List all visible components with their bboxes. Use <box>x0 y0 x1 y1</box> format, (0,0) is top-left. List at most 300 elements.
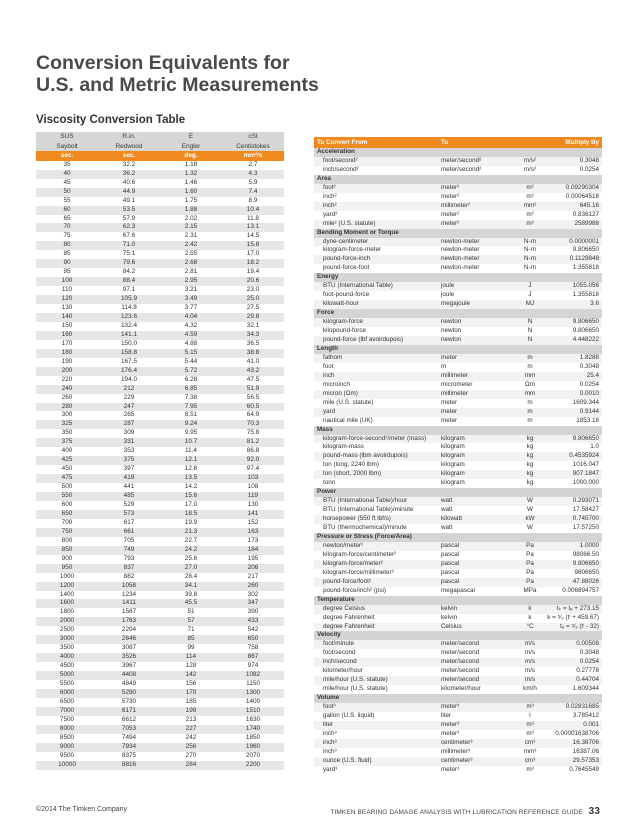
conversion-row <box>314 497 602 506</box>
viscosity-cell: 55 <box>63 196 71 204</box>
viscosity-cell: 1.75 <box>184 196 198 204</box>
multiply-by: 1.0000 <box>579 541 599 549</box>
viscosity-row <box>36 474 284 483</box>
from-unit: foot-pound-force <box>323 291 370 299</box>
multiply-by: 47.88026 <box>572 577 599 585</box>
conversion-group-header: Mass <box>314 426 602 435</box>
viscosity-cell: 1.18 <box>184 160 198 168</box>
viscosity-cell: 2200 <box>222 761 284 770</box>
viscosity-header-row <box>36 142 284 152</box>
from-unit: mile/hour (U.S. statute) <box>323 685 388 693</box>
unit-symbol: k <box>528 613 532 621</box>
viscosity-cell: 661 <box>98 528 160 537</box>
from-unit: mile/hour (U.S. statute) <box>323 676 388 684</box>
viscosity-cell: 184 <box>222 546 284 555</box>
viscosity-cell: 6.28 <box>184 375 198 383</box>
viscosity-cell: 11.4 <box>185 447 197 455</box>
conversion-group-header: Area <box>314 175 602 184</box>
multiply-by: 0.3048 <box>579 156 599 164</box>
viscosity-cell: 35 <box>63 160 71 168</box>
conversion-group-header: Force <box>314 309 602 318</box>
viscosity-cell: 1960 <box>222 743 284 752</box>
viscosity-cell: 90 <box>36 259 98 268</box>
to-unit: meter³ <box>441 765 460 773</box>
page-number: 33 <box>588 806 600 817</box>
viscosity-cell: 34.1 <box>160 582 222 591</box>
viscosity-cell: 140 <box>36 313 98 322</box>
multiply-by: 0.00001638706 <box>555 729 599 737</box>
viscosity-cell: 53.5 <box>98 206 160 215</box>
viscosity-cell: 14.2 <box>184 483 198 491</box>
conversion-row <box>314 238 602 247</box>
from-unit: inch³ <box>323 747 337 755</box>
to-unit: watt <box>441 524 453 532</box>
viscosity-row <box>36 295 284 304</box>
viscosity-cell: 1740 <box>222 725 284 734</box>
viscosity-cell: 650 <box>222 635 284 644</box>
from-unit: fathom <box>323 353 343 361</box>
conversion-group-header: Length <box>314 345 602 354</box>
unit-symbol: kg <box>526 479 534 487</box>
viscosity-cell: 185 <box>185 697 197 705</box>
viscosity-cell: 425 <box>36 456 98 465</box>
from-unit: kilogram-force/centimeter² <box>323 550 397 558</box>
viscosity-cell: 705 <box>123 536 135 544</box>
viscosity-cell: 18.2 <box>222 259 284 268</box>
conversion-row <box>314 461 602 470</box>
viscosity-cell: 3.77 <box>184 304 198 312</box>
viscosity-row <box>36 465 284 474</box>
multiply-by: 0.0010 <box>579 389 599 397</box>
viscosity-row <box>36 429 284 438</box>
unit-symbol: km/h <box>523 685 537 693</box>
viscosity-cell: 617 <box>123 518 135 526</box>
unit-symbol: m³ <box>526 721 534 728</box>
viscosity-cell: 9500 <box>59 751 75 759</box>
viscosity-cell: 23.0 <box>246 286 260 294</box>
viscosity-cell: 88.4 <box>98 277 160 286</box>
viscosity-cell: 92.0 <box>222 456 284 465</box>
viscosity-cell: 9.24 <box>160 420 222 429</box>
multiply-by: 907.1847 <box>572 470 599 478</box>
viscosity-cell: 1510 <box>222 707 284 716</box>
viscosity-cell: 3500 <box>59 644 75 652</box>
viscosity-row <box>36 358 284 367</box>
to-unit: kilogram <box>441 479 465 487</box>
conversion-row <box>314 605 602 614</box>
multiply-by: 3.785412 <box>572 712 599 720</box>
unit-symbol: m/s² <box>523 156 537 164</box>
conversion-group-header: Acceleration <box>314 148 602 157</box>
viscosity-cell: 4000 <box>36 653 98 662</box>
multiply-by: 1609.344 <box>572 398 599 406</box>
to-unit: m <box>441 362 447 370</box>
conversion-row <box>314 766 602 775</box>
unit-symbol: kg <box>526 443 534 451</box>
unit-symbol: m² <box>526 219 534 227</box>
viscosity-cell: 1300 <box>222 689 284 698</box>
viscosity-cell: 199 <box>160 707 222 716</box>
from-unit: microinch <box>323 380 350 388</box>
viscosity-cell: 132.4 <box>121 321 137 329</box>
unit-symbol: kg <box>526 452 534 460</box>
viscosity-cell: 2070 <box>245 751 261 759</box>
from-unit: BTU (International Table) <box>323 282 393 290</box>
viscosity-cell: 1600 <box>36 599 98 608</box>
viscosity-cell: 213 <box>185 715 197 723</box>
conversion-row <box>314 354 602 363</box>
conversion-row <box>314 640 602 649</box>
header-to: To <box>441 139 449 146</box>
conversion-row <box>314 623 602 632</box>
unit-symbol: k <box>528 604 532 612</box>
multiply-by: 0.00064516 <box>565 192 599 200</box>
viscosity-row <box>36 501 284 510</box>
viscosity-cell: 242 <box>185 733 197 741</box>
from-unit: pound-force-foot <box>323 264 370 272</box>
viscosity-row <box>36 510 284 519</box>
viscosity-row <box>36 286 284 295</box>
viscosity-cell: 265 <box>123 411 135 419</box>
viscosity-cell: 8000 <box>36 725 98 734</box>
viscosity-header-cell: deg. <box>160 151 222 161</box>
viscosity-header-cell: Saybolt <box>36 142 98 152</box>
viscosity-cell: 123.6 <box>98 313 160 322</box>
conversion-row <box>314 721 602 730</box>
viscosity-row <box>36 394 284 403</box>
viscosity-cell: 45.5 <box>160 599 222 608</box>
unit-symbol: m² <box>526 210 534 218</box>
viscosity-row <box>36 546 284 555</box>
multiply-by: 0.44704 <box>576 676 599 684</box>
viscosity-cell: 280 <box>36 403 98 412</box>
viscosity-row <box>36 537 284 546</box>
viscosity-header-cell: cSt <box>222 132 284 142</box>
viscosity-cell: 300 <box>61 411 73 419</box>
viscosity-cell: 43.2 <box>222 367 284 376</box>
to-unit: meter <box>441 398 458 406</box>
unit-symbol: m/s <box>524 658 536 666</box>
multiply-by: 0.0254 <box>579 658 599 666</box>
unit-symbol: m³ <box>526 703 534 711</box>
viscosity-cell: 81.2 <box>222 438 284 447</box>
viscosity-cell: 86.8 <box>246 447 260 455</box>
unit-symbol: J <box>528 291 532 299</box>
viscosity-cell: 600 <box>61 501 73 508</box>
viscosity-row <box>36 197 284 206</box>
viscosity-cell: 220 <box>61 375 73 383</box>
viscosity-cell: 19.9 <box>184 518 198 526</box>
viscosity-cell: 1411 <box>98 599 160 608</box>
from-unit: kilogram-force-second²/meter (mass) <box>323 434 427 442</box>
to-unit: newton-meter <box>441 264 480 272</box>
viscosity-row <box>36 626 284 635</box>
to-unit: kilogram <box>441 470 465 478</box>
to-unit: meter² <box>441 219 460 227</box>
to-unit: megajoule <box>441 300 471 308</box>
viscosity-cell: 1587 <box>121 608 137 616</box>
viscosity-cell: 40 <box>36 170 98 179</box>
viscosity-cell: 180 <box>36 349 98 358</box>
viscosity-row <box>36 170 284 179</box>
multiply-by: 9.806650 <box>572 318 599 326</box>
viscosity-cell: 75.8 <box>246 429 260 437</box>
conversion-row <box>314 712 602 721</box>
conversion-row <box>314 685 602 694</box>
viscosity-cell: 6500 <box>59 697 75 705</box>
multiply-by: 3.6 <box>590 300 599 308</box>
to-unit: newton <box>441 336 462 344</box>
to-unit: meter³ <box>441 703 460 711</box>
viscosity-row <box>36 376 284 385</box>
to-unit: megapascal <box>441 586 475 594</box>
viscosity-cell: 32.1 <box>246 321 260 329</box>
to-unit: pascal <box>441 550 460 558</box>
viscosity-cell: 4.32 <box>184 321 198 329</box>
multiply-by: 1.355818 <box>572 291 599 299</box>
viscosity-cell: 1058 <box>98 582 160 591</box>
viscosity-cell: 64.9 <box>246 411 260 419</box>
conversion-row <box>314 435 602 444</box>
unit-symbol: N <box>527 318 533 326</box>
conversion-row <box>314 560 602 569</box>
viscosity-cell: 28.4 <box>184 572 198 580</box>
viscosity-cell: 758 <box>247 644 259 652</box>
viscosity-cell: 10.7 <box>160 438 222 447</box>
multiply-by: 16.38706 <box>572 738 599 746</box>
from-unit: nautical mile (UK) <box>323 416 373 424</box>
to-unit: meter/second² <box>441 165 482 173</box>
multiply-by: 0.001 <box>583 721 599 728</box>
unit-symbol: W <box>527 524 533 532</box>
conversion-table-body <box>314 148 602 775</box>
viscosity-cell: 837 <box>98 564 160 573</box>
viscosity-cell: 9.95 <box>184 429 198 437</box>
viscosity-row <box>36 716 284 725</box>
viscosity-cell: 57.9 <box>122 214 136 222</box>
unit-symbol: N <box>527 336 533 344</box>
conversion-row <box>314 220 602 229</box>
viscosity-cell: 67.6 <box>122 232 136 240</box>
viscosity-cell: 1234 <box>121 590 137 598</box>
viscosity-cell: 15.8 <box>222 241 284 250</box>
viscosity-cell: 13.1 <box>222 223 284 232</box>
viscosity-row <box>36 438 284 447</box>
viscosity-row <box>36 277 284 286</box>
from-unit: inch³ <box>323 738 337 746</box>
conversion-table <box>314 137 602 775</box>
unit-symbol: Pa <box>526 550 534 558</box>
viscosity-cell: 2.95 <box>160 277 222 286</box>
title-line-1: Conversion Equivalents for <box>36 52 290 74</box>
from-unit: degree Fahrenheit <box>323 613 375 621</box>
multiply-by: 9.806650 <box>572 434 599 442</box>
conversion-row <box>314 246 602 255</box>
viscosity-cell: 206 <box>222 564 284 573</box>
unit-symbol: W <box>527 506 533 514</box>
viscosity-row <box>36 707 284 716</box>
conversion-row <box>314 452 602 461</box>
from-unit: foot/second <box>323 649 356 657</box>
viscosity-cell: 95 <box>63 268 71 276</box>
viscosity-cell: 4.88 <box>184 339 198 347</box>
viscosity-row <box>36 232 284 241</box>
conversion-row <box>314 524 602 533</box>
from-unit: pound-force-inch <box>323 255 371 263</box>
viscosity-cell: 47.5 <box>246 375 260 383</box>
viscosity-cell: 79.6 <box>98 259 160 268</box>
viscosity-cell: 9000 <box>36 743 98 752</box>
conversion-row <box>314 470 602 479</box>
viscosity-cell: 400 <box>61 447 73 455</box>
to-unit: millimeter³ <box>441 747 471 755</box>
multiply-by: 1055.056 <box>572 282 599 290</box>
from-unit: ton (short, 2000 lbm) <box>323 470 382 478</box>
viscosity-cell: 27.0 <box>160 564 222 573</box>
from-unit: yard³ <box>323 765 338 773</box>
from-unit: mile (U.S. statute) <box>323 398 374 406</box>
from-unit: micron (Ωm) <box>323 389 358 397</box>
conversion-row <box>314 614 602 623</box>
multiply-by: 17.57250 <box>572 524 599 532</box>
to-unit: meter² <box>441 192 460 200</box>
unit-symbol: m² <box>526 183 534 191</box>
from-unit: horsepower (550 ft lbf/s) <box>323 515 391 523</box>
unit-symbol: N-m <box>524 255 536 263</box>
multiply-by: 0.006894757 <box>562 586 599 594</box>
multiply-by: 0.836127 <box>572 210 599 218</box>
unit-symbol: Pa <box>526 559 534 567</box>
viscosity-cell: 5.44 <box>184 357 198 365</box>
viscosity-cell: 8.9 <box>248 196 258 204</box>
viscosity-cell: 2.31 <box>184 232 198 240</box>
conversion-group-header: Bending Moment or Torque <box>314 229 602 238</box>
from-unit: kilometer/hour <box>323 667 363 675</box>
from-unit: inch/second² <box>323 165 359 173</box>
viscosity-cell: 5000 <box>36 671 98 680</box>
viscosity-header-cell: mm²/s <box>222 151 284 161</box>
viscosity-cell: 7053 <box>98 725 160 734</box>
conversion-row <box>314 166 602 175</box>
multiply-by: tₖ = tₑ + 273.15 <box>556 604 599 612</box>
unit-symbol: m <box>527 398 533 406</box>
viscosity-row <box>36 322 284 331</box>
multiply-by: 98066.50 <box>572 550 599 558</box>
viscosity-cell: 71 <box>187 626 195 634</box>
viscosity-row <box>36 456 284 465</box>
viscosity-cell: 240 <box>36 385 98 394</box>
unit-symbol: N <box>527 327 533 335</box>
multiply-by: 0.3048 <box>579 362 599 370</box>
viscosity-cell: 80 <box>36 241 98 250</box>
viscosity-cell: 325 <box>36 420 98 429</box>
conversion-row <box>314 587 602 596</box>
viscosity-cell: 14.5 <box>246 232 260 240</box>
viscosity-cell: 1000 <box>59 572 75 580</box>
to-unit: meter² <box>441 210 460 218</box>
viscosity-cell: 85 <box>63 250 71 258</box>
viscosity-cell: 38.8 <box>222 349 284 358</box>
conversion-row <box>314 667 602 676</box>
viscosity-cell: 71.0 <box>98 241 160 250</box>
viscosity-cell: 3.21 <box>184 286 198 294</box>
multiply-by: 2589988 <box>574 219 599 227</box>
viscosity-row <box>36 259 284 268</box>
multiply-by: 25.4 <box>586 371 599 379</box>
viscosity-cell: 15.6 <box>160 492 222 501</box>
viscosity-cell: 7.95 <box>160 403 222 412</box>
viscosity-cell: 57 <box>160 617 222 626</box>
viscosity-cell: 260 <box>222 582 284 591</box>
viscosity-cell: 8.51 <box>184 411 198 419</box>
viscosity-cell: 160 <box>36 331 98 340</box>
unit-symbol: m³ <box>526 765 534 773</box>
multiply-by: 0.3048 <box>579 649 599 657</box>
multiply-by: 0.1129848 <box>569 255 599 263</box>
to-unit: kelvin <box>441 613 458 621</box>
viscosity-cell: 5.9 <box>248 178 258 186</box>
viscosity-row <box>36 519 284 528</box>
viscosity-cell: 60.5 <box>222 403 284 412</box>
to-unit: newton-meter <box>441 246 480 254</box>
viscosity-table <box>36 132 284 770</box>
conversion-row <box>314 390 602 399</box>
viscosity-header-cell: SUS <box>36 132 98 142</box>
viscosity-cell: 11.8 <box>247 214 259 222</box>
conversion-group-header: Power <box>314 488 602 497</box>
multiply-by: 0.00508 <box>576 640 599 648</box>
viscosity-cell: 5290 <box>98 689 160 698</box>
unit-symbol: kW <box>525 515 535 523</box>
viscosity-cell: 152 <box>247 518 259 526</box>
conversion-row <box>314 703 602 712</box>
viscosity-cell: 49.1 <box>122 196 136 204</box>
multiply-by: 0.0254 <box>579 165 599 173</box>
viscosity-cell: 850 <box>36 546 98 555</box>
viscosity-cell: 1800 <box>59 608 75 616</box>
viscosity-row <box>36 573 284 582</box>
viscosity-header-row <box>36 151 284 161</box>
viscosity-cell: 17.0 <box>246 250 260 258</box>
viscosity-row <box>36 483 284 492</box>
to-unit: millimeter² <box>441 201 471 209</box>
footer-copyright: ©2014 The Timken Company <box>36 806 128 813</box>
viscosity-cell: 441 <box>123 483 135 491</box>
viscosity-row <box>36 403 284 412</box>
to-unit: pascal <box>441 541 460 549</box>
viscosity-row <box>36 447 284 456</box>
conversion-group-header: Pressure or Stress (Force/Area) <box>314 533 602 542</box>
viscosity-cell: 390 <box>247 608 259 616</box>
to-unit: pascal <box>441 559 460 567</box>
to-unit: kilogram <box>441 434 465 442</box>
to-unit: newton <box>441 327 462 335</box>
viscosity-cell: 173 <box>247 536 259 544</box>
from-unit: pound-force/inch² (psi) <box>323 586 386 594</box>
viscosity-cell: 17.0 <box>184 501 198 508</box>
viscosity-cell: 1150 <box>246 680 260 688</box>
viscosity-header-cell: sec. <box>98 151 160 161</box>
multiply-by: 1016.047 <box>572 461 599 469</box>
viscosity-cell: 550 <box>36 492 98 501</box>
viscosity-row <box>36 367 284 376</box>
viscosity-cell: 350 <box>61 429 73 437</box>
viscosity-cell: 793 <box>123 554 135 562</box>
conversion-row <box>314 443 602 452</box>
viscosity-cell: 170 <box>160 689 222 698</box>
viscosity-row <box>36 608 284 617</box>
viscosity-row <box>36 761 284 770</box>
